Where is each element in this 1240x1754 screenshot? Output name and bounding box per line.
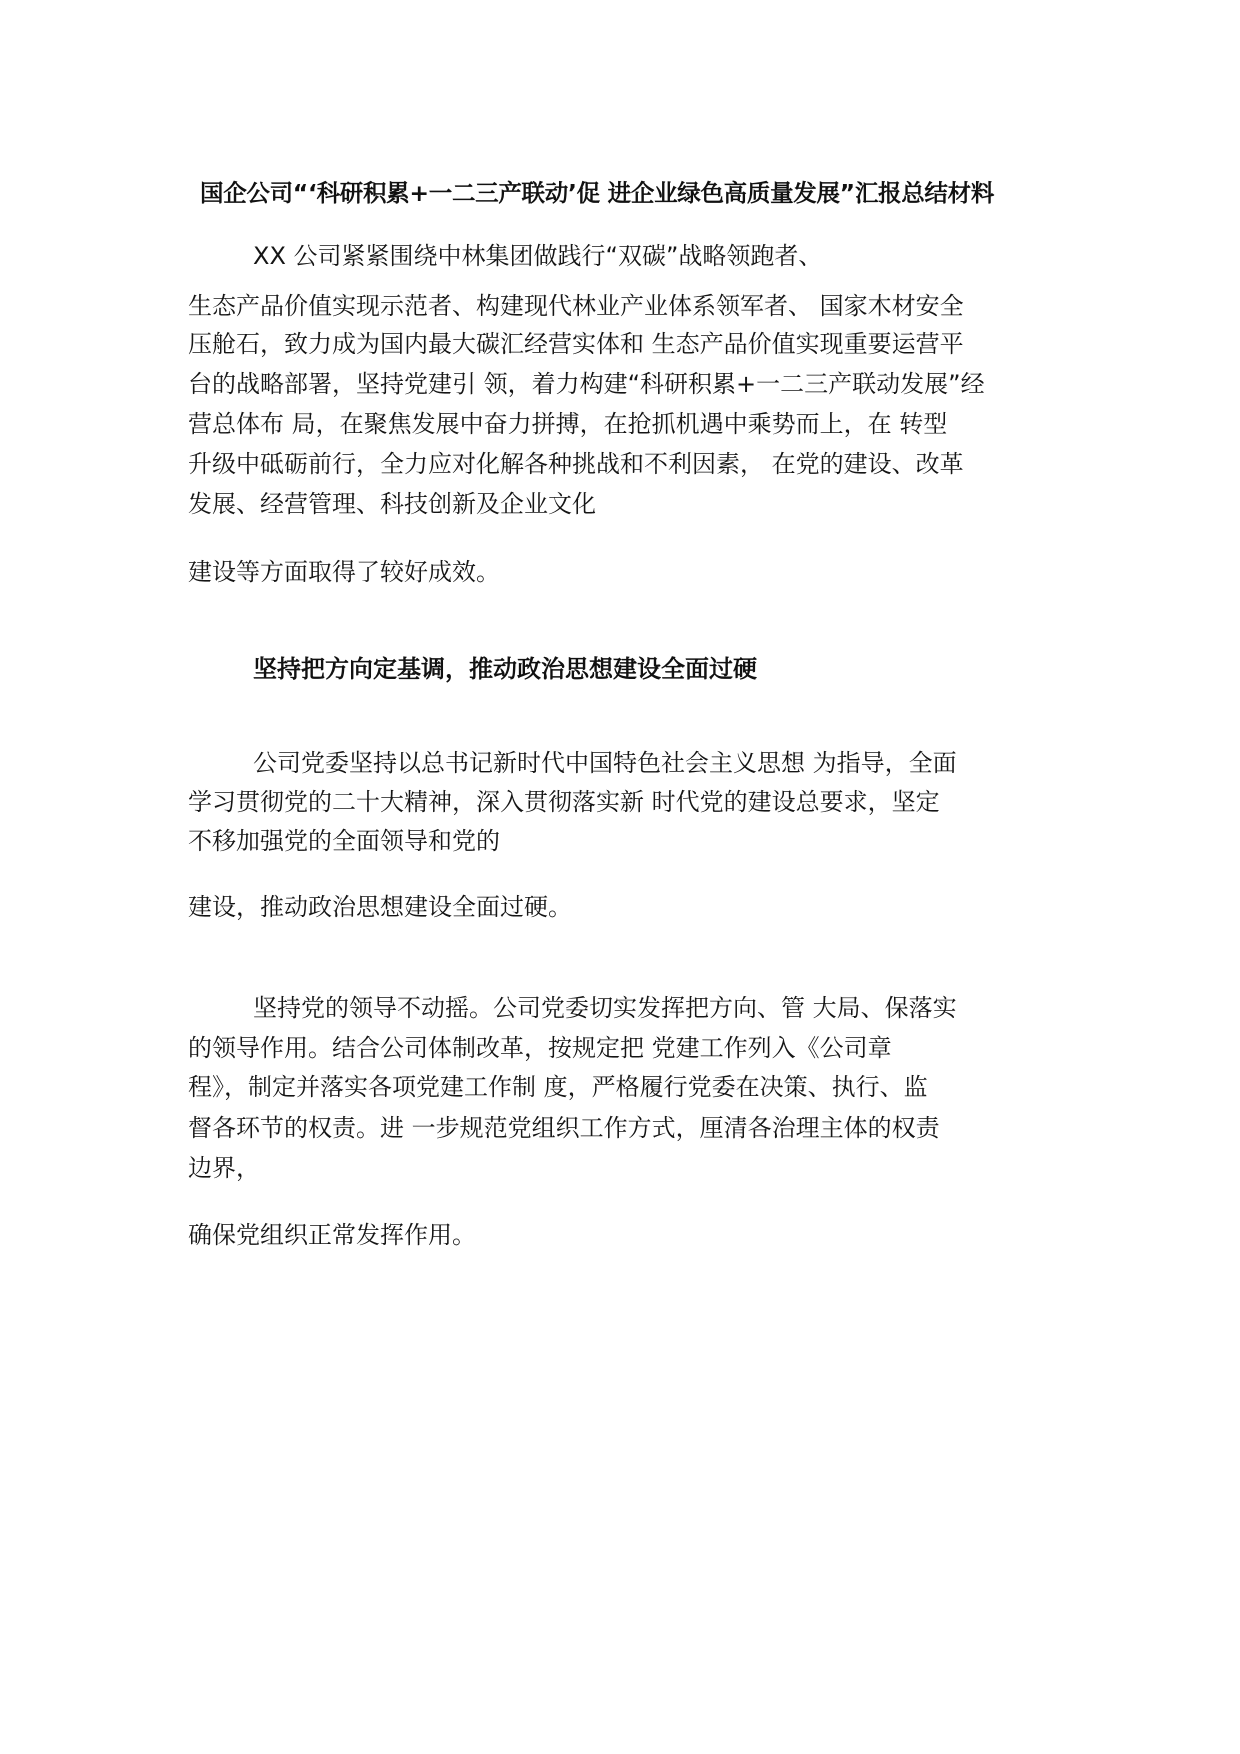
paragraph-1-line-8: 建设等方面取得了较好成效。 [188,558,500,586]
paragraph-3-line-2: 的领导作用。结合公司体制改革，按规定把 党建工作列入《公司章 [188,1034,892,1062]
paragraph-2-line-3: 不移加强党的全面领导和党的 [188,827,500,855]
paragraph-1-line-6: 升级中砥砺前行，全力应对化解各种挑战和不利因素， 在党的建设、改革 [188,450,964,478]
paragraph-3-line-3: 程》，制定并落实各项党建工作制 度，严格履行党委在决策、执行、监 [188,1073,928,1101]
paragraph-3-line-5: 边界， [188,1154,260,1182]
paragraph-1-line-2: 生态产品价值实现示范者、构建现代林业产业体系领军者、 国家木材安全 [188,292,964,320]
document-title: 国企公司“‘科研积累+一二三产联动’促 进企业绿色高质量发展”汇报总结材料 [200,179,995,207]
paragraph-2-line-2: 学习贯彻党的二十大精神，深入贯彻落实新 时代党的建设总要求，坚定 [188,788,940,816]
paragraph-1-line-3: 压舱石，致力成为国内最大碳汇经营实体和 生态产品价值实现重要运营平 [188,330,964,358]
section-heading: 坚持把方向定基调，推动政治思想建设全面过硬 [253,655,757,683]
paragraph-2-line-4: 建设，推动政治思想建设全面过硬。 [188,893,572,921]
paragraph-1-line-7: 发展、经营管理、科技创新及企业文化 [188,490,596,518]
paragraph-2-line-1: 公司党委坚持以总书记新时代中国特色社会主义思想 为指导，全面 [253,749,957,777]
paragraph-3-line-4: 督各环节的权责。进 一步规范党组织工作方式，厘清各治理主体的权责 [188,1114,940,1142]
paragraph-1-line-4: 台的战略部署，坚持党建引 领，着力构建“科研积累+一二三产联动发展”经 [188,370,985,398]
paragraph-1-line-1: XX 公司紧紧围绕中林集团做践行“双碳”战略领跑者、 [253,242,823,270]
paragraph-1-line-5: 营总体布 局，在聚焦发展中奋力拼搏，在抢抓机遇中乘势而上，在 转型 [188,410,948,438]
paragraph-3-line-6: 确保党组织正常发挥作用。 [188,1221,476,1249]
paragraph-3-line-1: 坚持党的领导不动摇。公司党委切实发挥把方向、管 大局、保落实 [253,994,957,1022]
